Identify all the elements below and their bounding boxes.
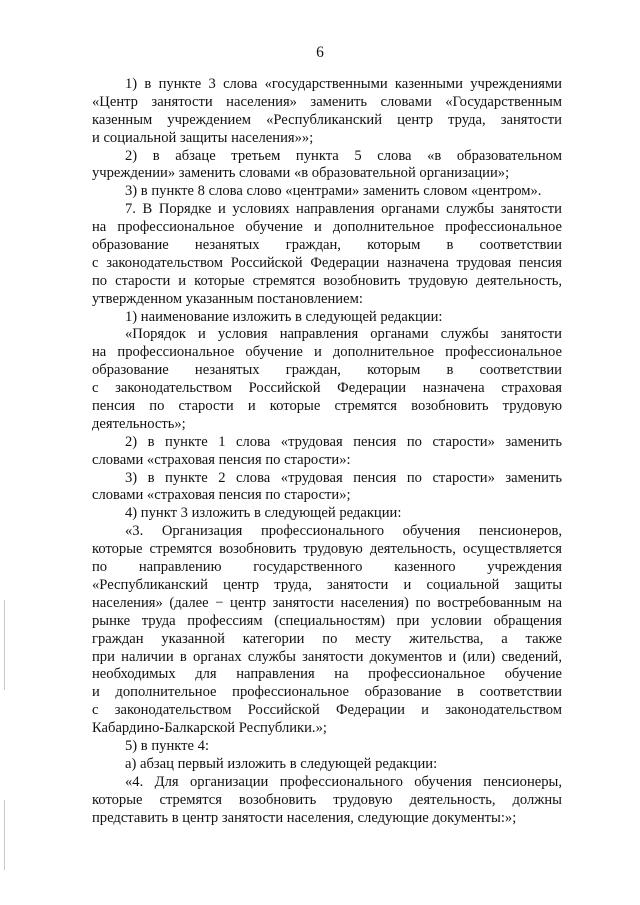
text-line: 5) в пункте 4: (125, 737, 210, 754)
text-line: 1) в пункте 3 слова «государственными казенными учреждениями (125, 76, 562, 92)
text-line: утвержденном указанным постановлением: (92, 290, 363, 307)
text-line: и дополнительное профессиональное образование в соответствии (92, 684, 562, 701)
text-line: 4) пункт 3 изложить в следующей редакции: (125, 505, 402, 522)
text-line: Кабардино-Балкарской Республики.»; (92, 720, 327, 737)
text-line: по старости и которые стремятся возобновить трудовую деятельность, (92, 272, 562, 289)
text-line: населения» (далее − центр занятости населения) по востребованным на (92, 594, 562, 611)
text-line: 3) в пункте 2 слова «трудовая пенсия по старости» заменить (125, 469, 562, 486)
text-line: на профессиональное обучение и дополнительное профессиональное (92, 219, 562, 236)
scan-edge-mark (4, 800, 5, 870)
text-line: которые стремятся возобновить трудовую деятельность, осуществляется (92, 541, 562, 558)
text-line: «Порядок и условия направления органами службы занятости (125, 326, 562, 343)
text-line: при наличии в органах службы занятости документов и (или) сведений, (92, 648, 562, 665)
text-line: на профессиональное обучение и дополнительное профессиональное (92, 344, 562, 361)
text-line: с законодательством Российской Федерации назначена трудовая пенсия (92, 254, 562, 271)
text-line: 2) в пункте 1 слова «трудовая пенсия по старости» заменить (125, 433, 562, 450)
text-line: с законодательством Российской Федерации и законодательством (92, 702, 562, 719)
text-line: 7. В Порядке и условиях направления органами службы занятости (125, 201, 562, 218)
text-line: деятельность»; (92, 415, 186, 432)
page-number: 6 (316, 44, 324, 61)
text-line: образование незанятых граждан, которым в соответствии (92, 362, 562, 379)
scan-edge-mark (4, 600, 5, 690)
text-line: словами «страховая пенсия по старости»; (92, 487, 351, 504)
text-line: учреждении» заменить словами «в образовательной организации»; (92, 165, 510, 182)
text-line: казенным учреждением «Республиканский центр труда, занятости (92, 111, 562, 128)
text-line: которые стремятся возобновить трудовую деятельность, должны (92, 791, 562, 808)
text-line: и социальной защиты населения»»; (92, 129, 314, 146)
text-line: с законодательством Российской Федерации назначена страховая (92, 380, 562, 397)
text-line: по направлению государственного казенного учреждения (92, 559, 562, 576)
text-line: 1) наименование изложить в следующей редакции: (125, 308, 443, 325)
text-line: образование незанятых граждан, которым в соответствии (92, 237, 562, 254)
text-line: необходимых для направления на профессиональное обучение (92, 666, 562, 683)
text-line: «Республиканский центр труда, занятости и социальной защиты (92, 576, 562, 593)
text-line: представить в центр занятости населения, следующие документы:»; (92, 809, 517, 826)
document-body (92, 76, 562, 827)
text-line: 2) в абзаце третьем пункта 5 слова «в образовательном (125, 147, 562, 164)
text-line: граждан указанной категории по месту жительства, а также (92, 630, 562, 647)
text-line: а) абзац первый изложить в следующей редакции: (125, 755, 438, 772)
text-line: словами «страховая пенсия по старости»: (92, 451, 351, 468)
text-line: пенсия по старости и которые стремятся возобновить трудовую (92, 398, 562, 415)
text-line: 3) в пункте 8 слова слово «центрами» заменить словом «центром». (125, 183, 542, 200)
text-line: «Центр занятости населения» заменить словами «Государственным (92, 93, 562, 110)
text-line: «4. Для организации профессионального обучения пенсионеры, (125, 773, 562, 790)
text-line: «3. Организация профессионального обучения пенсионеров, (125, 523, 562, 540)
text-line: рынке труда профессиям (специальностям) при условии обращения (92, 612, 562, 629)
